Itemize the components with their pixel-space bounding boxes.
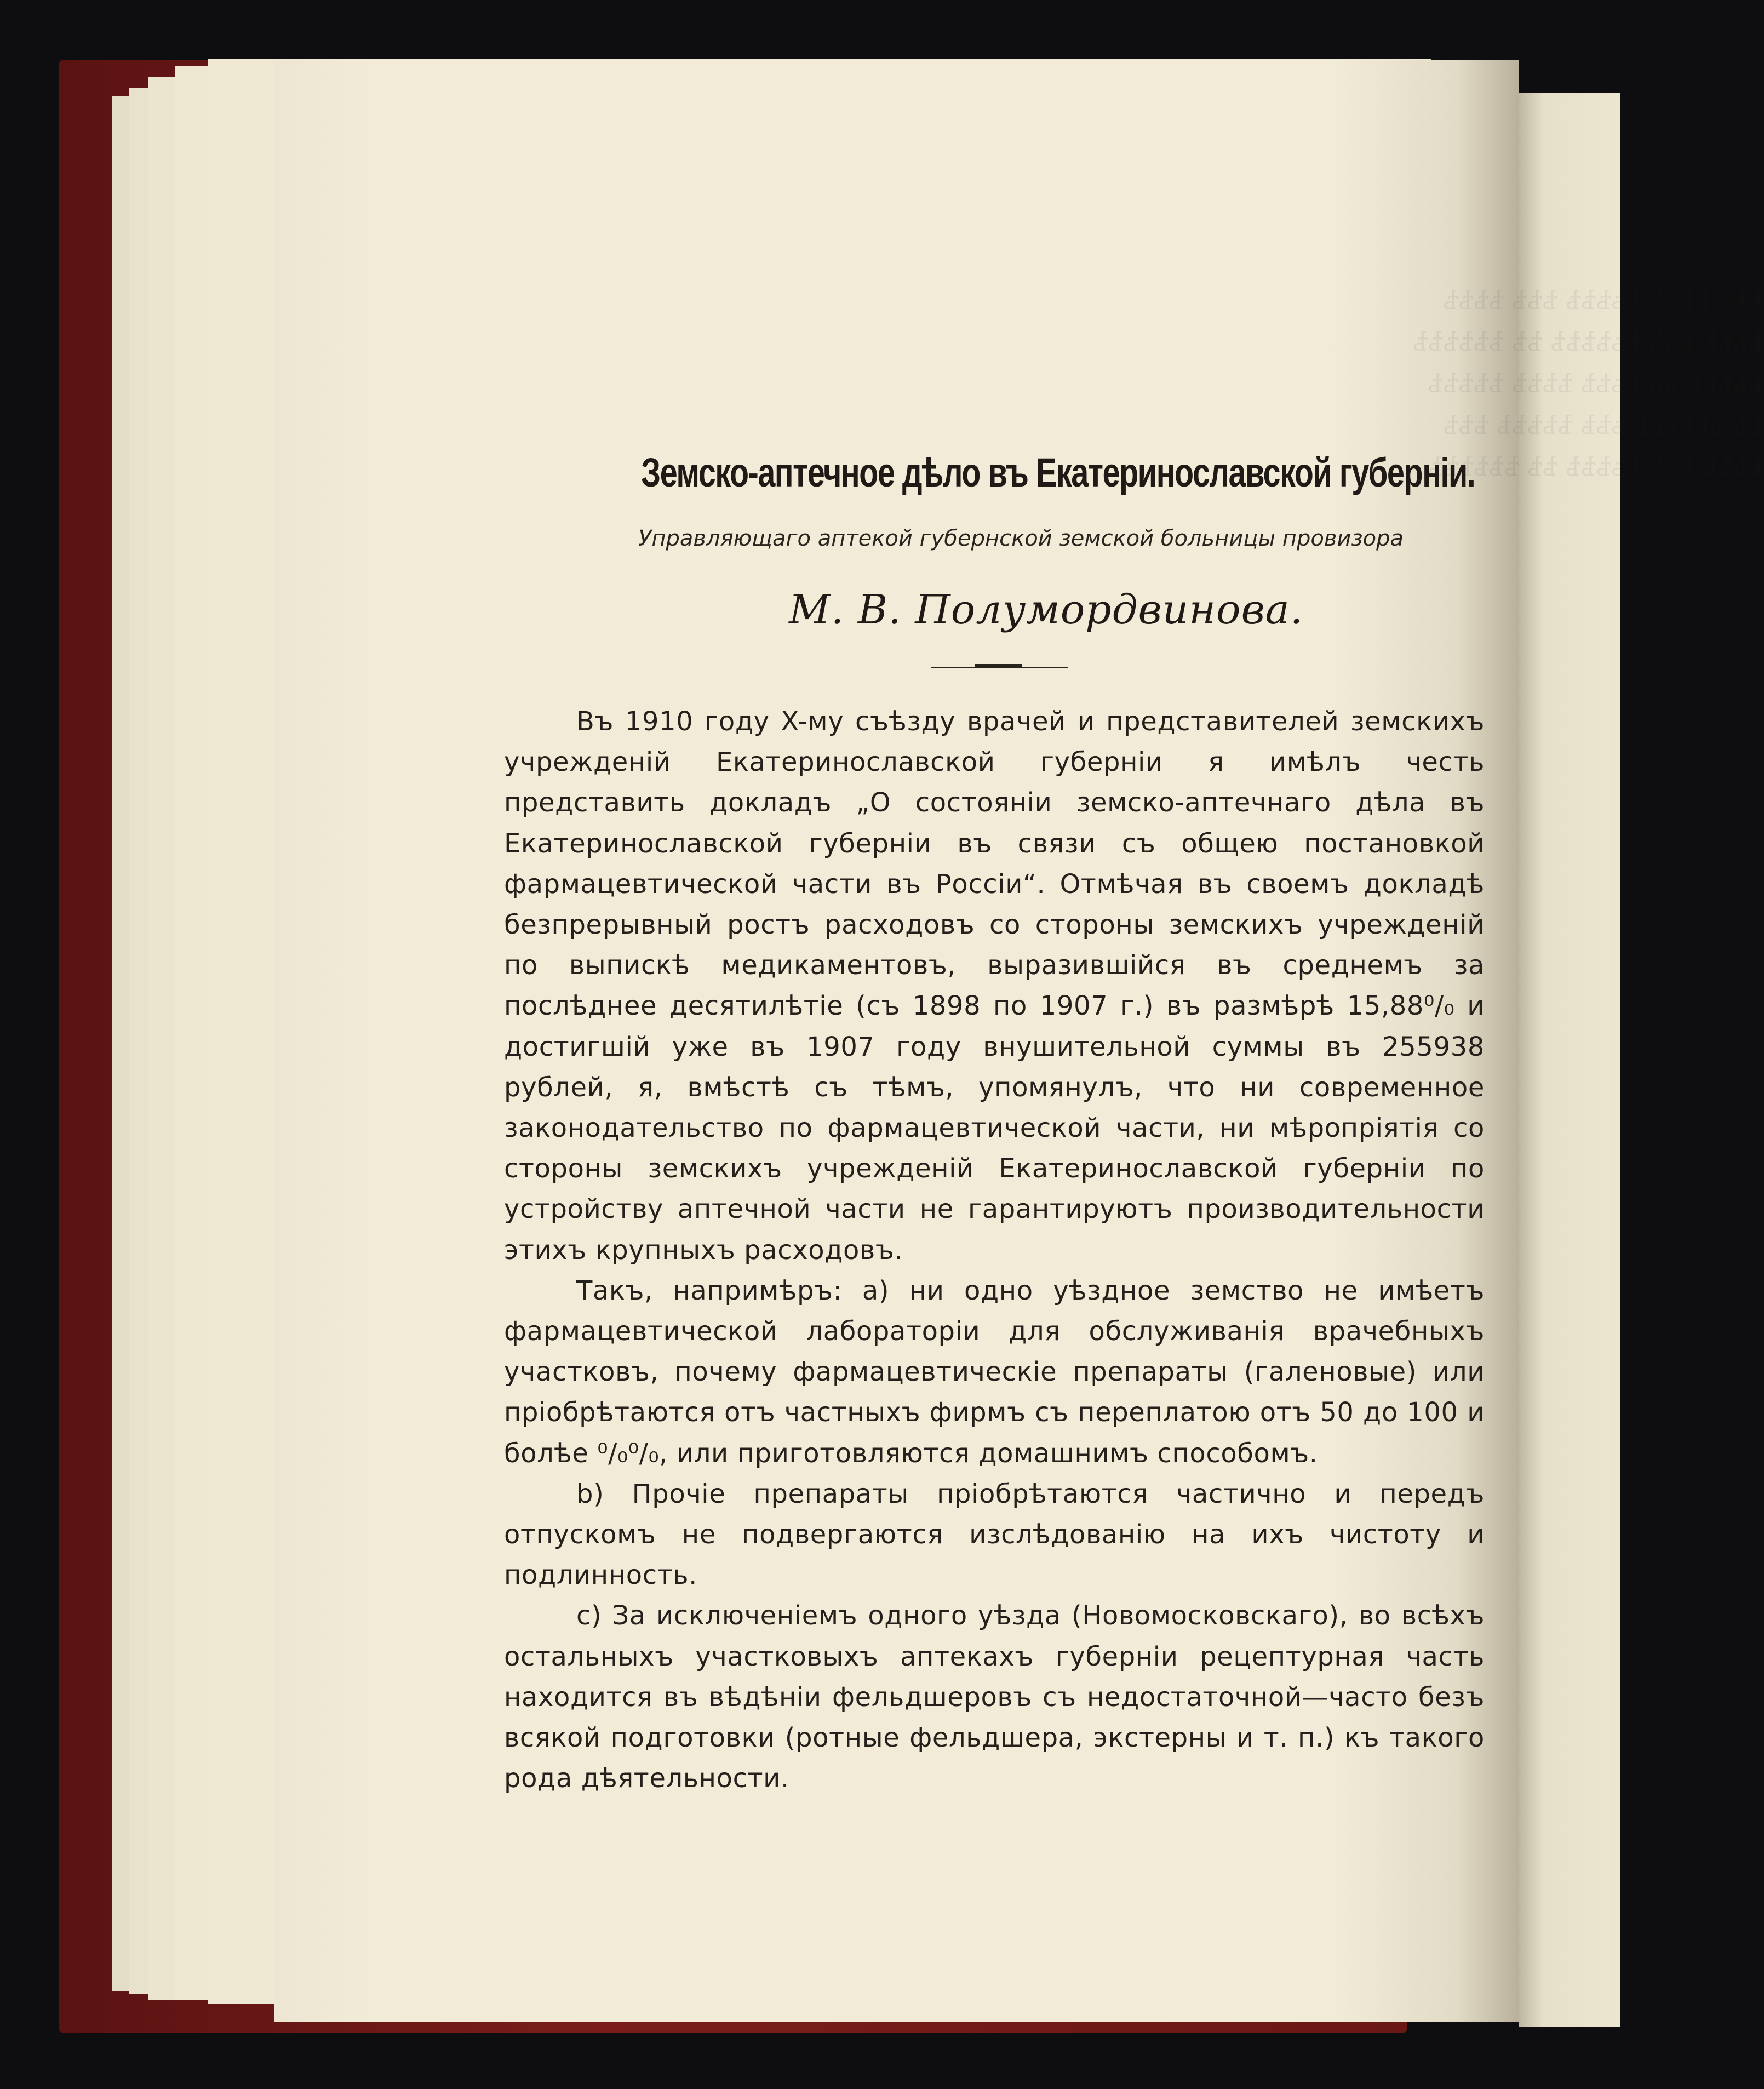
article-author: М. В. Полумордвинова. <box>789 586 1304 633</box>
title-divider <box>931 667 1068 668</box>
title-divider-accent <box>975 664 1022 667</box>
paragraph: c) За исключеніемъ одного уѣзда (Новомосковскаго), во всѣхъ остальныхъ участковыхъ аптекахъ губерніи рецептурная часть находится въ вѣдѣніи фельдшеровъ съ недостаточной—часто безъ всякой подготовки (ротные фельдшера, экстерны и т. п.) къ такого рода дѣятельности. <box>504 1600 1485 1794</box>
paragraph: b) Прочіе препараты пріобрѣтаются частично и передъ отпускомъ не подвергаются изслѣдованію на ихъ чистоту и подлинность. <box>504 1478 1485 1591</box>
show-through-texture: ѣѣѣ ѣѣѣѣ ѣѣѣѣѣ ѣѣѣ ѣѣѣѣ ѣѣѣѣ ѣѣѣ ѣѣѣѣѣѣ ѣѣ ѣѣѣѣѣѣ ѣѣѣѣѣ ѣѣ ѣѣѣѣ ѣѣѣѣ ѣѣѣѣѣ ѣѣ ѣѣѣѣѣѣ ѣѣѣ ѣѣѣѣѣ ѣѣѣ ѣѣѣѣ ѣѣѣ ѣѣѣѣѣ ѣѣ ѣѣѣѣѣѣ <box>1412 285 1764 482</box>
article-subtitle: Управляющаго аптекой губернской земской больницы провизора <box>638 526 1404 551</box>
article-title: Земско-аптечное дѣло въ Екатеринославской губерніи. <box>641 450 1475 495</box>
paragraph: Такъ, напримѣръ: а) ни одно уѣздное земство не имѣетъ фармацевтической лабораторіи для обслуживанія врачебныхъ участковъ, почему фармацевтическіе препараты (галеновые) или пріобрѣтаются отъ частныхъ фирмъ съ переплатою отъ 50 до 100 и болѣе ⁰/₀⁰/₀, или приготовляются домашнимъ способомъ. <box>504 1275 1485 1469</box>
paragraph: Въ 1910 году X-му съѣзду врачей и представителей земскихъ учрежденій Екатеринославской губерніи я имѣлъ честь представить докладъ „О состояніи земско-аптечнаго дѣла въ Екатеринославской губерніи въ связи съ общею постановкой фармацевтической части въ Россіи“. Отмѣчая въ своемъ докладѣ безпрерывный ростъ расходовъ со стороны земскихъ учрежденій по выпискѣ медикаментовъ, выразившійся въ среднемъ за послѣднее десятилѣтіе (съ 1898 по 1907 г.) въ размѣрѣ 15,88⁰/₀ и достигшій уже въ 1907 году внушительной суммы въ 255938 рублей, я, вмѣстѣ съ тѣмъ, упомянулъ, что ни современное законодательство по фармацевтической части, ни мѣропріятія со стороны земскихъ учрежденій Екатеринославской губерніи по устройству аптечной части не гарантируютъ производительности этихъ крупныхъ расходовъ. <box>504 706 1485 1266</box>
article-body <box>504 701 1485 1799</box>
